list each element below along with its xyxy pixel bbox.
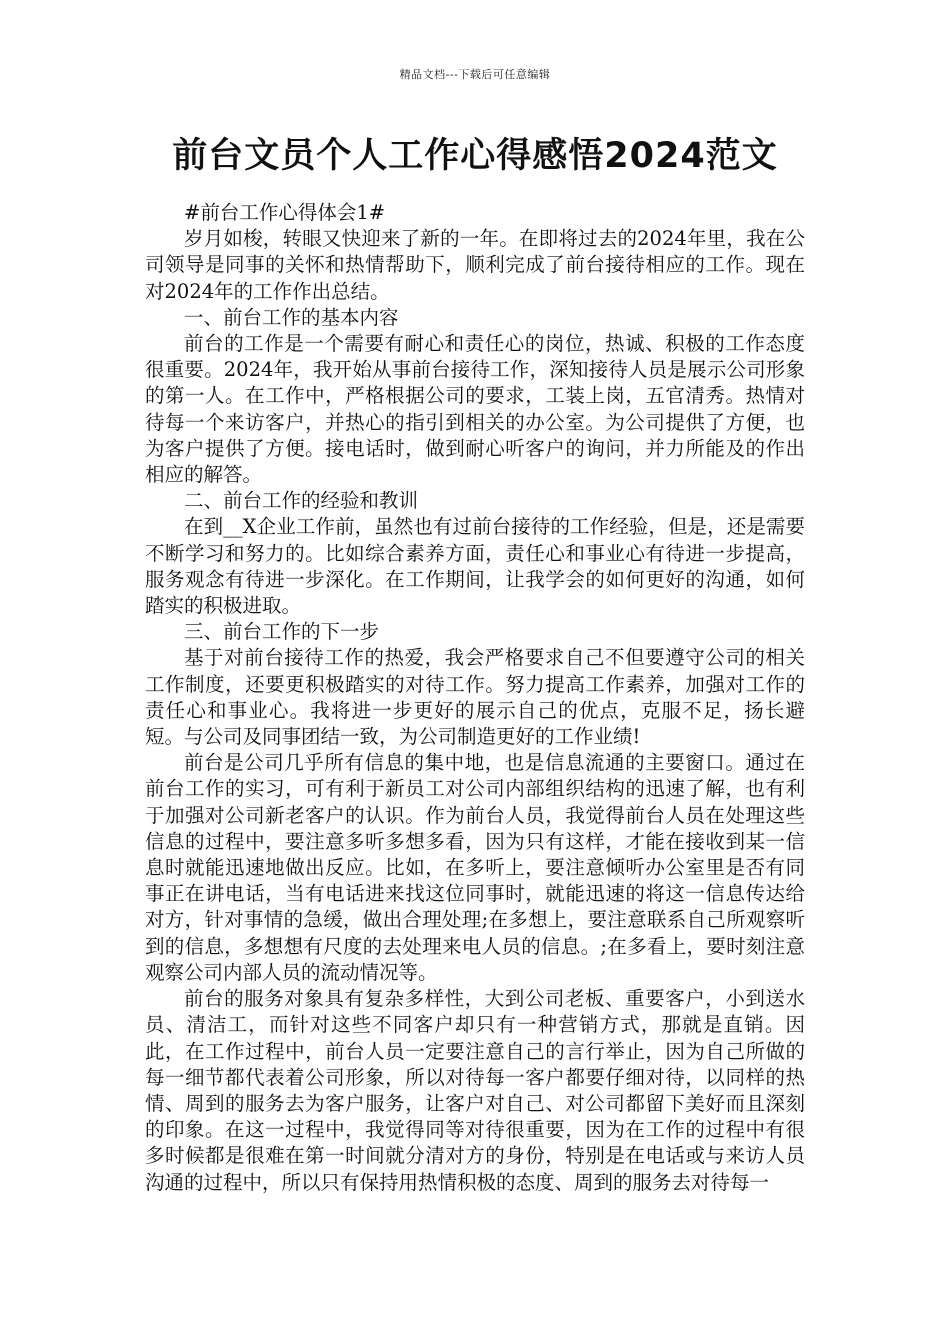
section-heading: 三、前台工作的下一步 — [184, 620, 380, 644]
section-heading: 一、前台工作的基本内容 — [184, 305, 399, 329]
document-title: 前台文员个人工作心得感悟2024范文 — [172, 136, 778, 176]
paragraph: 基于对前台接待工作的热爱，我会严格要求自己不但要遵守公司的相关工作制度，还要更积极踏实的对待工作。努力提高工作素养，加强对工作的责任心和事业心。我将进一步更好的展示自己的优点，克服不足，扬长避短。与公司及同事团结一致，为公司制造更好的工作业绩! — [145, 646, 805, 749]
paragraph-heading: #前台工作心得体会1# — [184, 201, 386, 224]
paragraph: 前台的服务对象具有复杂多样性，大到公司老板、重要客户，小到送水员、清洁工，而针对这些不同客户却只有一种营销方式，那就是直销。因此，在工作过程中，前台人员一定要注意自己的言行举止，因为自己所做的每一细节都代表着公司形象，所以对待每一客户都要仔细对待，以同样的热情、周到的服务去为客户服务，让客户对自己、对公司都留下美好而且深刻的印象。在这一过程中，我觉得同等对待很重要，因为在工作的过程中有很多时候都是很难在第一时间就分清对方的身份，特别是在电话或与来访人员沟通的过程中，所以只有保持用热情积极的态度、周到的服务去对待每一 — [145, 987, 805, 1194]
paragraph: 在到__X企业工作前，虽然也有过前台接待的工作经验，但是，还是需要不断学习和努力的。比如综合素养方面，责任心和事业心有待进一步提高，服务观念有待进一步深化。在工作期间，让我学会的如何更好的沟通，如何踏实的积极进取。 — [145, 515, 805, 618]
paragraph: 前台是公司几乎所有信息的集中地，也是信息流通的主要窗口。通过在前台工作的实习，可有利于新员工对公司内部组织结构的迅速了解，也有利于加强对公司新老客户的认识。作为前台人员，我觉得前台人员在处理这些信息的过程中，要注意多听多想多看，因为只有这样，才能在接收到某一信息时就能迅速地做出反应。比如，在多听上，要注意倾听办公室里是否有同事正在讲电话，当有电话进来找这位同事时，就能迅速的将这一信息传达给对方，针对事情的急缓，做出合理处理;在多想上，要注意联系自己所观察听到的信息，多想想有尺度的去处理来电人员的信息。;在多看上，要时刻注意观察公司内部人员的流动情况等。 — [145, 751, 805, 984]
section-heading: 二、前台工作的经验和教训 — [184, 489, 419, 513]
document-body — [145, 200, 805, 1196]
header-note: 精品文档---下载后可任意编辑 — [399, 68, 551, 81]
paragraph: 前台的工作是一个需要有耐心和责任心的岗位，热诚、积极的工作态度很重要。2024年，我开始从事前台接待工作，深知接待人员是展示公司形象的第一人。在工作中，严格根据公司的要求，工装上岗，五官清秀。热情对待每一个来访客户，并热心的指引到相关的办公室。为公司提供了方便，也为客户提供了方便。接电话时，做到耐心听客户的询问，并力所能及的作出相应的解答。 — [145, 332, 805, 487]
paragraph: 岁月如梭，转眼又快迎来了新的一年。在即将过去的2024年里，我在公司领导是同事的关怀和热情帮助下，顺利完成了前台接待相应的工作。现在对2024年的工作作出总结。 — [145, 227, 805, 303]
